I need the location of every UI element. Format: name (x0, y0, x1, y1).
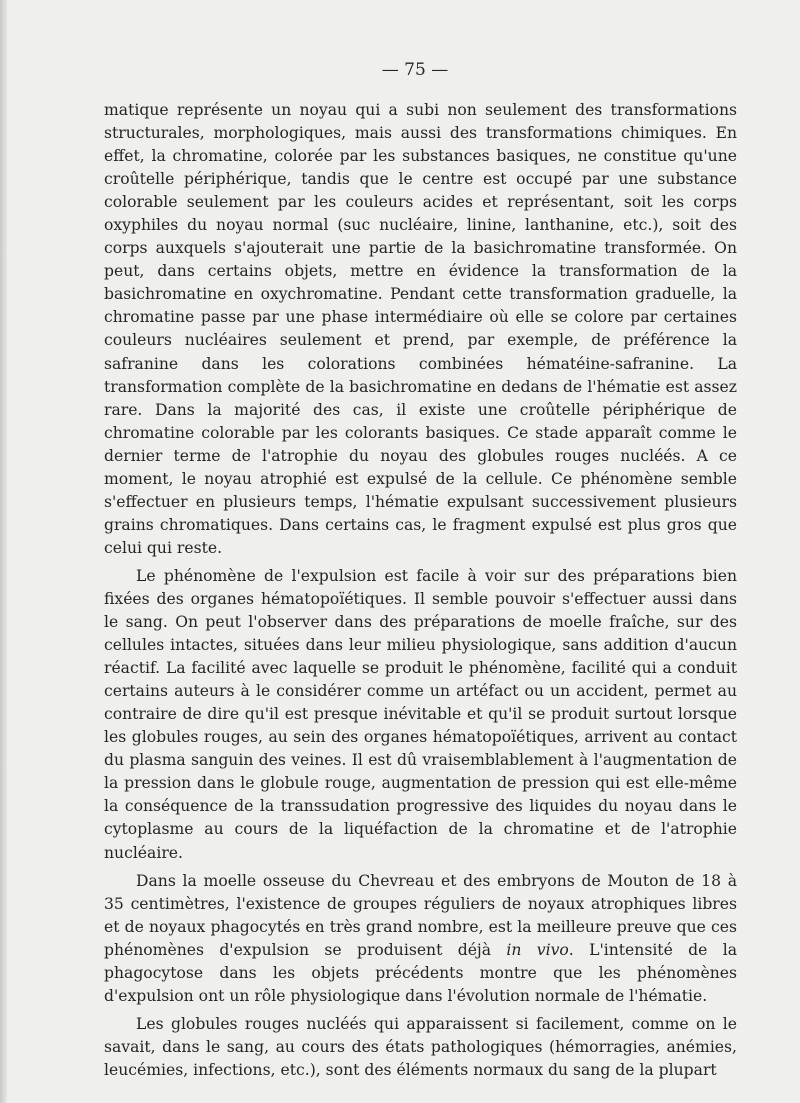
paragraph-3-text-before: Dans la moelle osseuse du Chevreau et des embryons de Mouton de 18 à 35 centimètres, l'existence de groupes réguliers de noyaux atrophiques libres et de noyaux phagocytés en très grand nombre, est la meilleure preuve que ces phénomènes d'expulsion se produisent déjà (104, 871, 737, 959)
page-edge-shadow (0, 0, 7, 1103)
page-number: — 75 — (381, 60, 449, 80)
paragraph-4: Les globules rouges nucléés qui apparaissent si facilement, comme on le savait, dans le sang, au cours des états pathologiques (hémorragies, anémies, leucémies, infections, etc.), sont des éléments normaux du sang de la plupart (104, 1014, 737, 1079)
body-text (104, 99, 737, 1082)
paragraph-3 (104, 870, 737, 1008)
paragraph-1: matique représente un noyau qui a subi non seulement des transformations structurales, morphologiques, mais aussi des transformations chimiques. En effet, la chromatine, colorée par les substances basiques, ne constitue qu'une croûtelle périphérique, tandis que le centre est occupé par une substance colorable seulement par les couleurs acides et représentant, soit les corps oxyphiles du noyau normal (suc nucléaire, linine, lanthanine, etc.), soit des corps auxquels s'ajouterait une partie de la basichromatine transformée. On peut, dans certains objets, mettre en évidence la transformation de la basichromatine en oxychromatine. Pendant cette transformation graduelle, la chromatine passe par une phase intermédiaire où elle se colore par certaines couleurs nucléaires seulement et prend, par exemple, de préférence la safranine dans les colorations combinées hématéine-safranine. La transformation complète de la basichromatine en dedans de l'hématie est assez rare. Dans la majorité des cas, il existe une croûtelle périphérique de chromatine colorable par les colorants basiques. Ce stade apparaît comme le dernier terme de l'atrophie du noyau des globules rouges nucléés. A ce moment, le noyau atrophié est expulsé de la cellule. Ce phénomène semble s'effectuer en plusieurs temps, l'hématie expulsant successivement plusieurs grains chromatiques. Dans certains cas, le fragment expulsé est plus gros que celui qui reste. (104, 101, 737, 557)
paragraph-3-text-after: . L'intensité de la phagocytose dans les objets précédents montre que les phénomènes d'expulsion ont un rôle physiologique dans l'évolution normale de l'hématie. (104, 940, 737, 1005)
paragraph-2: Le phénomène de l'expulsion est facile à voir sur des préparations bien fixées des organes hématopoïétiques. Il semble pouvoir s'effectuer aussi dans le sang. On peut l'observer dans des préparations de moelle fraîche, sur des cellules intactes, situées dans leur milieu physiologique, sans addition d'aucun réactif. La facilité avec laquelle se produit le phénomène, facilité qui a conduit certains auteurs à le considérer comme un artéfact ou un accident, permet au contraire de dire qu'il est presque inévitable et qu'il se produit surtout lorsque les globules rouges, au sein des organes hématopoïétiques, arrivent au contact du plasma sanguin des veines. Il est dû vraisemblablement à l'augmentation de la pression dans le globule rouge, augmentation de pression qui est elle-même la conséquence de la transsudation progressive des liquides du noyau dans le cytoplasme au cours de la liquéfaction de la chromatine et de l'atrophie nucléaire. (104, 566, 737, 862)
paragraph-3-italic: in vivo (506, 940, 569, 959)
